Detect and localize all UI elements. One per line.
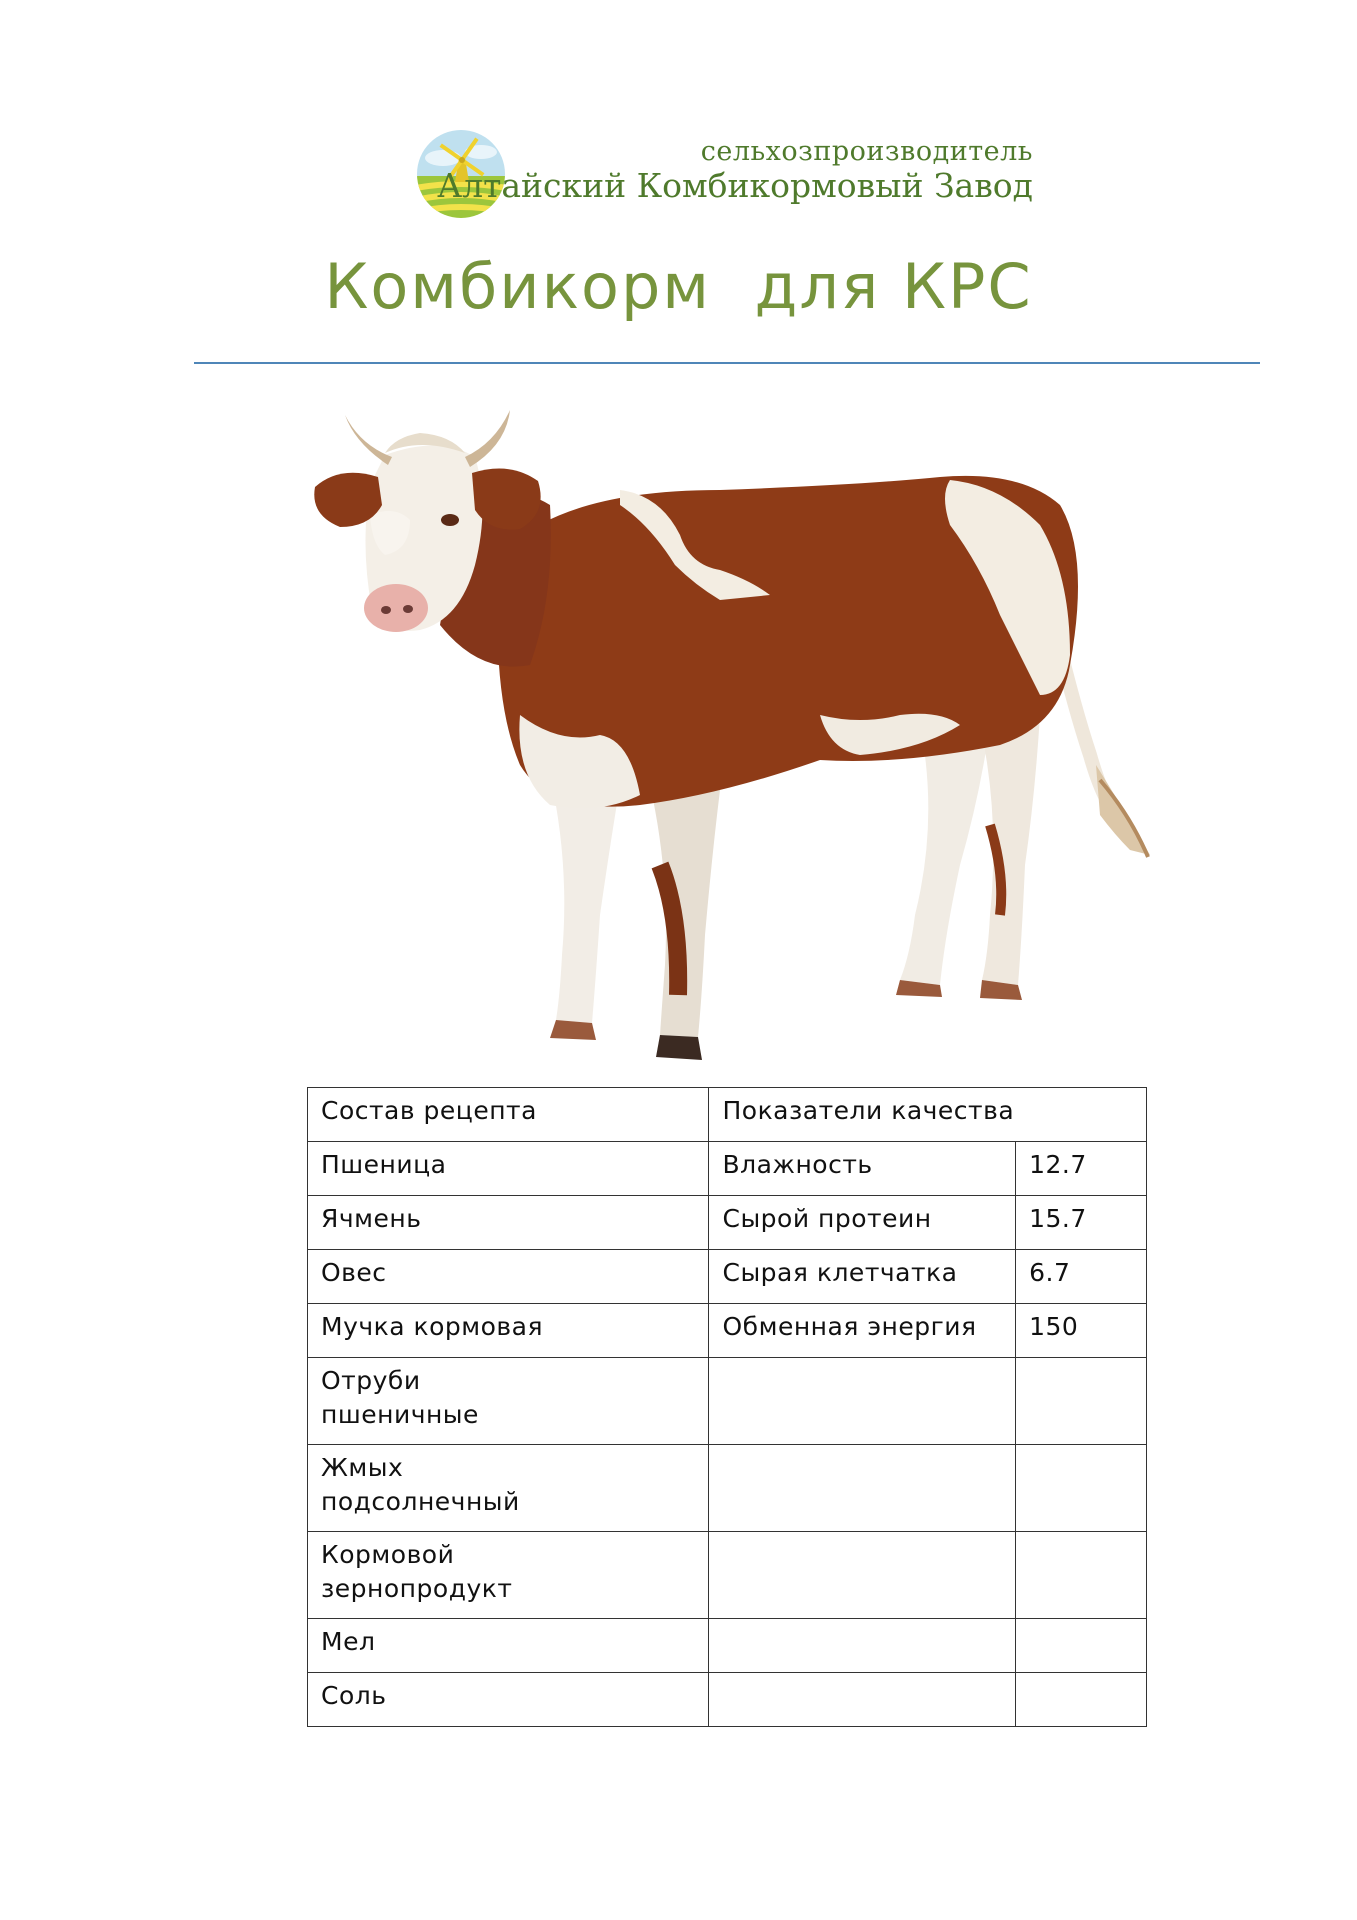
ingredient-cell: Соль xyxy=(308,1673,709,1727)
brand-subtitle: сельхозпроизводитель xyxy=(700,136,1033,167)
ingredient-cell: Пшеница xyxy=(308,1142,709,1196)
indicator-cell xyxy=(709,1445,1016,1532)
header-quality: Показатели качества xyxy=(709,1088,1147,1142)
brand-header xyxy=(415,128,1045,223)
ingredient-cell: Мел xyxy=(308,1619,709,1673)
table-header-row xyxy=(308,1088,1147,1142)
indicator-cell: Сырая клетчатка xyxy=(709,1250,1016,1304)
page-title: Комбикорм для КРС xyxy=(324,250,1033,323)
value-cell xyxy=(1016,1358,1147,1445)
company-name: Алтайский Комбикормовый Завод xyxy=(437,166,1033,205)
composition-table xyxy=(307,1087,1147,1727)
indicator-cell xyxy=(709,1532,1016,1619)
ingredient-line: Жмых xyxy=(321,1453,404,1482)
ingredient-cell: Овес xyxy=(308,1250,709,1304)
value-cell: 150 xyxy=(1016,1304,1147,1358)
table-row xyxy=(308,1358,1147,1445)
indicator-cell: Влажность xyxy=(709,1142,1016,1196)
indicator-cell xyxy=(709,1619,1016,1673)
ingredient-line: пшеничные xyxy=(321,1400,479,1429)
value-cell: 6.7 xyxy=(1016,1250,1147,1304)
indicator-cell xyxy=(709,1673,1016,1727)
table-row xyxy=(308,1250,1147,1304)
value-cell: 15.7 xyxy=(1016,1196,1147,1250)
table-row xyxy=(308,1619,1147,1673)
table-row xyxy=(308,1304,1147,1358)
ingredient-line: зернопродукт xyxy=(321,1574,513,1603)
ingredient-cell xyxy=(308,1445,709,1532)
table-row xyxy=(308,1196,1147,1250)
indicator-cell xyxy=(709,1358,1016,1445)
cow-photo xyxy=(300,395,1160,1085)
title-divider xyxy=(194,362,1260,364)
ingredient-line: подсолнечный xyxy=(321,1487,520,1516)
value-cell xyxy=(1016,1619,1147,1673)
ingredient-cell: Ячмень xyxy=(308,1196,709,1250)
indicator-cell: Обменная энергия xyxy=(709,1304,1016,1358)
ingredient-cell xyxy=(308,1358,709,1445)
table-row xyxy=(308,1445,1147,1532)
ingredient-line: Кормовой xyxy=(321,1540,455,1569)
table-row xyxy=(308,1532,1147,1619)
ingredient-cell xyxy=(308,1532,709,1619)
table-row xyxy=(308,1673,1147,1727)
header-composition: Состав рецепта xyxy=(308,1088,709,1142)
value-cell: 12.7 xyxy=(1016,1142,1147,1196)
ingredient-cell: Мучка кормовая xyxy=(308,1304,709,1358)
ingredient-line: Отруби xyxy=(321,1366,421,1395)
value-cell xyxy=(1016,1445,1147,1532)
table-row xyxy=(308,1142,1147,1196)
value-cell xyxy=(1016,1532,1147,1619)
indicator-cell: Сырой протеин xyxy=(709,1196,1016,1250)
value-cell xyxy=(1016,1673,1147,1727)
